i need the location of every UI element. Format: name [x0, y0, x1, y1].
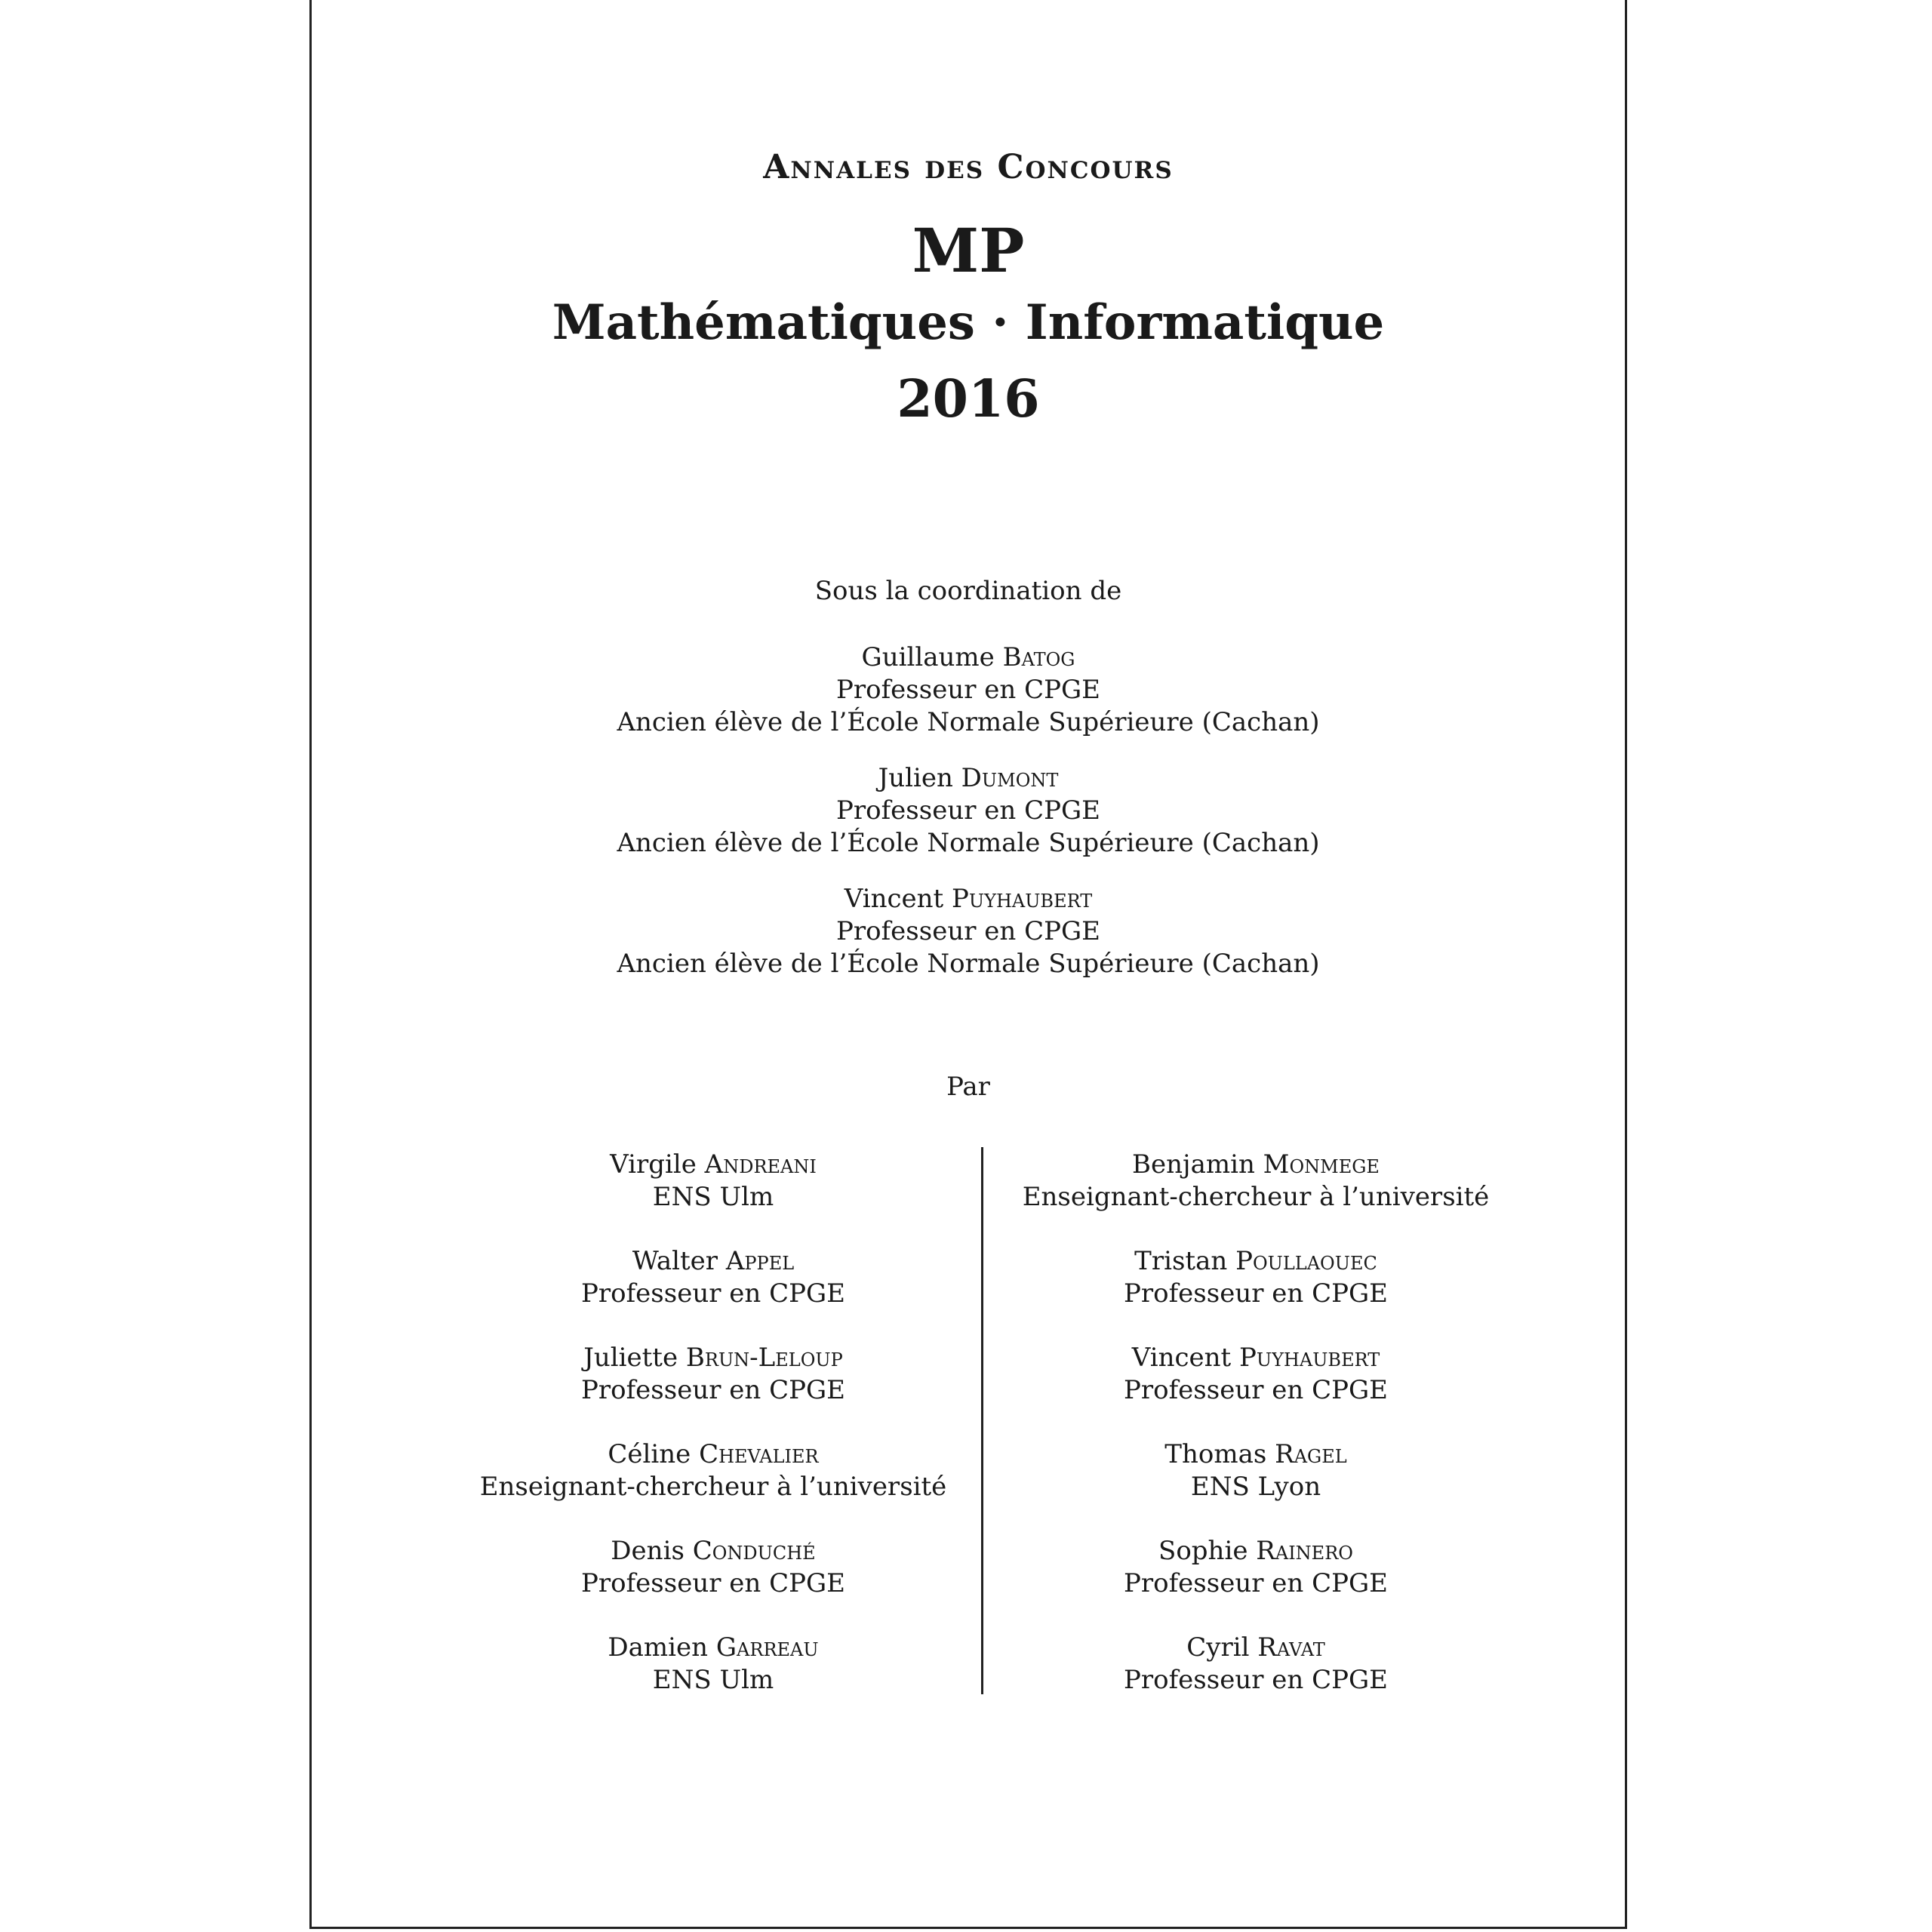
author-affiliation: ENS Lyon: [1190, 1472, 1321, 1502]
author-entry: [992, 1245, 1520, 1342]
author-entry: [992, 1535, 1520, 1632]
author-name: Denis Conduché: [611, 1536, 816, 1566]
coordinator-name: Vincent Puyhaubert: [844, 884, 1093, 914]
author-name: Sophie Rainero: [1158, 1536, 1353, 1566]
coordinator-school: Ancien élève de l’École Normale Supérieure (Cachan): [617, 707, 1320, 737]
coordinator-entry: [312, 883, 1625, 980]
coordinator-name: Guillaume Batog: [861, 642, 1075, 672]
coordinator-role: Professeur en CPGE: [836, 916, 1100, 946]
coordinator-role: Professeur en CPGE: [836, 795, 1100, 826]
author-affiliation: Professeur en CPGE: [581, 1568, 845, 1598]
coordination-heading: Sous la coordination de: [814, 576, 1122, 606]
author-name: Juliette Brun-Leloup: [583, 1343, 843, 1373]
subjects-title: Mathématiques · Informatique: [552, 294, 1385, 351]
author-name: Thomas Ragel: [1164, 1439, 1347, 1469]
author-affiliation: Enseignant-chercheur à l’université: [1022, 1182, 1490, 1212]
author-entry: [992, 1149, 1520, 1245]
author-affiliation: Professeur en CPGE: [1124, 1568, 1388, 1598]
author-affiliation: Enseignant-chercheur à l’université: [479, 1472, 947, 1502]
author-affiliation: Professeur en CPGE: [1124, 1665, 1388, 1695]
author-affiliation: ENS Ulm: [652, 1182, 774, 1212]
author-entry: [449, 1149, 977, 1245]
author-entry: [992, 1342, 1520, 1438]
author-entry: [449, 1632, 977, 1728]
author-name: Vincent Puyhaubert: [1131, 1343, 1380, 1373]
author-affiliation: ENS Ulm: [652, 1665, 774, 1695]
author-name: Benjamin Monmege: [1132, 1149, 1380, 1180]
coordinator-entry: [312, 641, 1625, 739]
author-affiliation: Professeur en CPGE: [1124, 1375, 1388, 1405]
coordinator-name: Julien Dumont: [878, 763, 1059, 793]
track-title: MP: [912, 215, 1025, 286]
author-name: Tristan Poullaouec: [1134, 1246, 1377, 1276]
coordinator-entry: [312, 762, 1625, 860]
author-affiliation: Professeur en CPGE: [1124, 1278, 1388, 1309]
author-entry: [992, 1438, 1520, 1535]
series-title: Annales des Concours: [763, 148, 1174, 186]
author-affiliation: Professeur en CPGE: [581, 1278, 845, 1309]
author-name: Céline Chevalier: [608, 1439, 819, 1469]
author-entry: [449, 1438, 977, 1535]
title-page: [309, 0, 1627, 1929]
author-name: Walter Appel: [632, 1246, 795, 1276]
author-entry: [449, 1535, 977, 1632]
author-name: Virgile Andreani: [610, 1149, 817, 1180]
author-entry: [992, 1632, 1520, 1728]
year-title: 2016: [897, 369, 1040, 429]
author-name: Damien Garreau: [608, 1632, 819, 1663]
authors-heading: Par: [946, 1072, 990, 1102]
author-name: Cyril Ravat: [1186, 1632, 1325, 1663]
coordinator-role: Professeur en CPGE: [836, 675, 1100, 705]
author-entry: [449, 1342, 977, 1438]
authors-left-column: [449, 1149, 977, 1728]
coordinator-school: Ancien élève de l’École Normale Supérieure (Cachan): [617, 949, 1320, 979]
column-divider: [981, 1147, 983, 1694]
authors-right-column: [992, 1149, 1520, 1728]
author-affiliation: Professeur en CPGE: [581, 1375, 845, 1405]
author-entry: [449, 1245, 977, 1342]
coordinator-school: Ancien élève de l’École Normale Supérieure (Cachan): [617, 828, 1320, 858]
